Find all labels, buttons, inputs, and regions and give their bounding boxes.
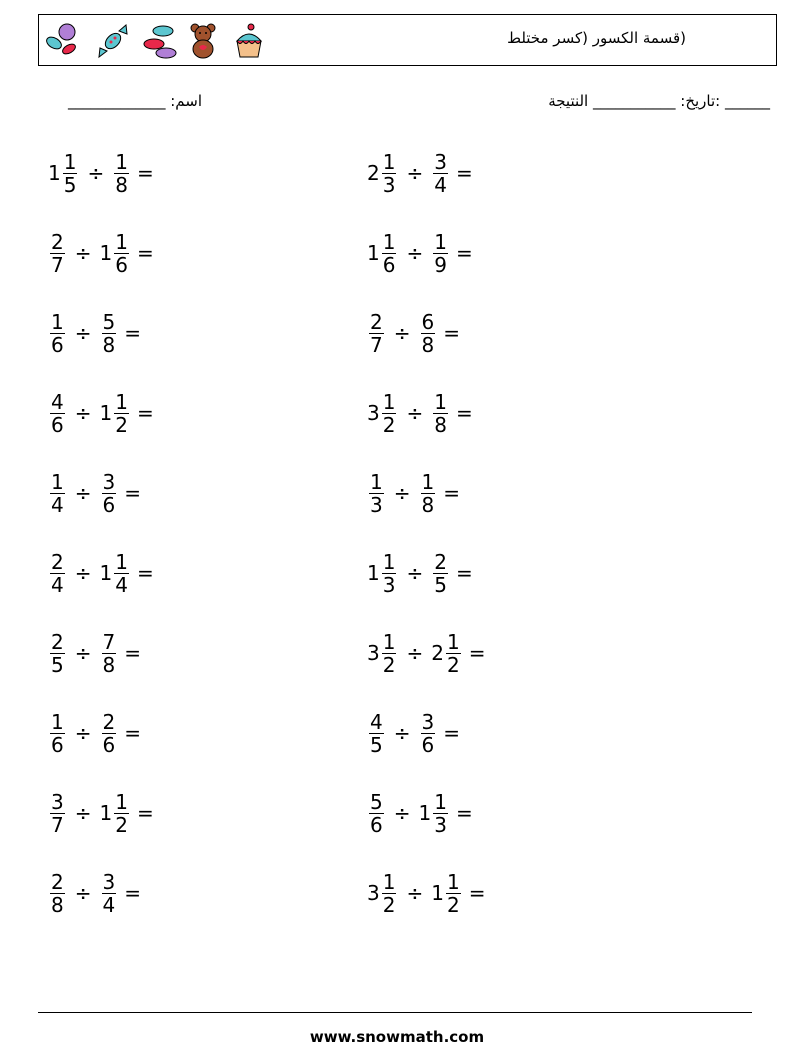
problem-right-10	[367, 865, 485, 921]
dividend-fraction	[382, 151, 397, 196]
dividend-denominator: 5	[63, 172, 77, 197]
divisor-numerator: 3	[421, 709, 435, 734]
dividend-fraction	[382, 871, 397, 916]
equals-sign: =	[443, 481, 460, 505]
divisor-denominator: 6	[102, 732, 116, 757]
problem-left-10	[48, 865, 141, 921]
worksheet-title: (قسمة الكسور (كسر مختلط	[507, 29, 686, 47]
problem-left-9	[48, 785, 154, 841]
dividend-whole: 1	[48, 161, 61, 185]
divisor-fraction	[421, 711, 436, 756]
divide-operator: ÷	[74, 401, 92, 425]
dividend-denominator: 5	[51, 652, 64, 677]
dividend-numerator: 2	[51, 229, 64, 254]
dividend-fraction	[50, 871, 65, 916]
dividend-numerator: 1	[51, 309, 64, 334]
dividend-numerator: 4	[370, 709, 383, 734]
divisor-numerator: 1	[434, 789, 447, 814]
equals-sign: =	[468, 641, 486, 665]
divisor-fraction	[433, 391, 448, 436]
divisor-numerator: 1	[115, 389, 128, 414]
divide-operator: ÷	[74, 481, 92, 505]
dividend-fraction	[50, 471, 65, 516]
divisor-fraction	[102, 311, 117, 356]
dividend-denominator: 6	[370, 812, 383, 837]
divisor-fraction	[446, 631, 461, 676]
equals-sign: =	[455, 561, 473, 585]
candy-icon	[43, 21, 83, 61]
dividend-fraction	[382, 391, 397, 436]
dividend-whole: 3	[367, 881, 380, 905]
cupcake-icon	[229, 21, 269, 61]
macaron-icon	[141, 21, 181, 61]
dividend-fraction	[382, 231, 397, 276]
divide-operator: ÷	[406, 161, 424, 185]
divisor-denominator: 6	[115, 252, 128, 277]
divisor-fraction	[102, 711, 117, 756]
dividend-numerator: 1	[51, 709, 64, 734]
dividend-fraction	[50, 791, 65, 836]
problem-right-5	[367, 465, 460, 521]
divisor-whole: 1	[99, 561, 113, 585]
divisor-denominator: 8	[102, 332, 116, 357]
equals-sign: =	[455, 241, 473, 265]
dividend-numerator: 2	[51, 869, 64, 894]
dividend-fraction	[369, 311, 384, 356]
divisor-fraction	[446, 871, 461, 916]
dividend-fraction	[382, 631, 397, 676]
dividend-numerator: 2	[51, 549, 64, 574]
footer-divider	[38, 1012, 752, 1013]
dividend-denominator: 3	[382, 572, 396, 597]
divisor-numerator: 1	[115, 549, 128, 574]
wrapped-candy-icon	[93, 21, 133, 61]
dividend-whole: 1	[367, 561, 380, 585]
dividend-whole: 2	[367, 161, 380, 185]
divisor-denominator: 2	[446, 652, 460, 677]
dividend-denominator: 8	[51, 892, 64, 917]
dividend-whole: 3	[367, 401, 380, 425]
dividend-numerator: 3	[51, 789, 64, 814]
equals-sign: =	[124, 321, 141, 345]
problem-right-3	[367, 305, 460, 361]
problem-right-7	[367, 625, 485, 681]
divisor-fraction	[114, 391, 129, 436]
dividend-fraction	[50, 391, 65, 436]
equals-sign: =	[136, 241, 154, 265]
divisor-numerator: 2	[434, 549, 447, 574]
equals-sign: =	[124, 881, 141, 905]
dividend-numerator: 1	[63, 149, 77, 174]
problem-left-6	[48, 545, 154, 601]
divide-operator: ÷	[406, 241, 424, 265]
divisor-fraction	[102, 871, 117, 916]
divisor-denominator: 5	[434, 572, 447, 597]
dividend-fraction	[50, 711, 65, 756]
equals-sign: =	[136, 401, 154, 425]
equals-sign: =	[455, 161, 473, 185]
divisor-numerator: 2	[102, 709, 116, 734]
dividend-fraction	[382, 551, 397, 596]
divisor-denominator: 2	[115, 412, 128, 437]
worksheet-header	[38, 14, 777, 66]
divisor-fraction	[114, 791, 129, 836]
dividend-fraction	[369, 791, 384, 836]
divide-operator: ÷	[74, 641, 92, 665]
divisor-numerator: 3	[102, 469, 116, 494]
divisor-denominator: 8	[434, 412, 447, 437]
divisor-numerator: 1	[115, 789, 128, 814]
divisor-whole: 2	[431, 641, 444, 665]
dividend-numerator: 2	[51, 629, 64, 654]
equals-sign: =	[136, 561, 154, 585]
dividend-denominator: 2	[382, 652, 396, 677]
divisor-fraction	[114, 151, 129, 196]
divisor-numerator: 1	[115, 229, 128, 254]
footer-url: www.snowmath.com	[309, 1028, 485, 1046]
divisor-numerator: 1	[446, 869, 460, 894]
problem-right-9	[367, 785, 473, 841]
equals-sign: =	[455, 401, 473, 425]
dividend-denominator: 3	[370, 492, 383, 517]
divisor-denominator: 4	[115, 572, 128, 597]
dividend-numerator: 1	[51, 469, 64, 494]
dividend-denominator: 6	[51, 412, 64, 437]
dividend-numerator: 4	[51, 389, 64, 414]
divisor-fraction	[102, 471, 117, 516]
dividend-numerator: 1	[382, 389, 396, 414]
divisor-numerator: 1	[434, 389, 447, 414]
teddy-bear-icon	[183, 21, 223, 61]
divisor-fraction	[433, 151, 448, 196]
dividend-whole: 3	[367, 641, 380, 665]
divide-operator: ÷	[87, 161, 105, 185]
dividend-fraction	[50, 231, 65, 276]
equals-sign: =	[124, 721, 141, 745]
problem-right-1	[367, 145, 473, 201]
divide-operator: ÷	[406, 881, 424, 905]
equals-sign: =	[468, 881, 486, 905]
divide-operator: ÷	[393, 721, 411, 745]
divisor-denominator: 4	[102, 892, 116, 917]
divisor-denominator: 8	[421, 332, 435, 357]
divisor-numerator: 1	[421, 469, 435, 494]
dividend-denominator: 6	[382, 252, 396, 277]
dividend-numerator: 1	[382, 229, 396, 254]
divisor-denominator: 8	[421, 492, 435, 517]
problem-left-5	[48, 465, 141, 521]
divisor-denominator: 6	[421, 732, 435, 757]
problem-right-6	[367, 545, 473, 601]
equals-sign: =	[136, 161, 154, 185]
equals-sign: =	[455, 801, 473, 825]
divisor-numerator: 1	[446, 629, 460, 654]
divide-operator: ÷	[393, 481, 411, 505]
divisor-numerator: 3	[434, 149, 447, 174]
equals-sign: =	[136, 801, 154, 825]
dividend-denominator: 6	[51, 332, 64, 357]
problem-left-1	[48, 145, 154, 201]
divide-operator: ÷	[393, 801, 411, 825]
problem-right-4	[367, 385, 473, 441]
divisor-denominator: 2	[446, 892, 460, 917]
dividend-denominator: 7	[51, 252, 64, 277]
problem-right-8	[367, 705, 460, 761]
equals-sign: =	[124, 641, 141, 665]
date-score-field: ______ :تاريخ: ___________ النتيجة	[548, 92, 770, 110]
dividend-numerator: 1	[382, 549, 396, 574]
dividend-numerator: 1	[382, 149, 396, 174]
divisor-numerator: 7	[102, 629, 116, 654]
divisor-denominator: 4	[434, 172, 447, 197]
divisor-numerator: 1	[115, 149, 128, 174]
dividend-numerator: 1	[370, 469, 383, 494]
divisor-numerator: 6	[421, 309, 435, 334]
divide-operator: ÷	[406, 401, 424, 425]
divide-operator: ÷	[406, 561, 424, 585]
problem-left-8	[48, 705, 141, 761]
divide-operator: ÷	[406, 641, 424, 665]
divide-operator: ÷	[74, 801, 92, 825]
divisor-denominator: 2	[115, 812, 128, 837]
divide-operator: ÷	[74, 561, 92, 585]
divisor-whole: 1	[99, 241, 113, 265]
divisor-numerator: 3	[102, 869, 116, 894]
divisor-fraction	[433, 551, 448, 596]
dividend-denominator: 4	[51, 572, 64, 597]
dividend-whole: 1	[367, 241, 380, 265]
dividend-numerator: 1	[382, 629, 396, 654]
dividend-fraction	[50, 631, 65, 676]
divisor-fraction	[433, 231, 448, 276]
divisor-fraction	[114, 231, 129, 276]
dividend-fraction	[63, 151, 78, 196]
dividend-denominator: 7	[51, 812, 64, 837]
dividend-fraction	[50, 311, 65, 356]
divisor-fraction	[102, 631, 117, 676]
dividend-denominator: 7	[370, 332, 383, 357]
divisor-denominator: 3	[434, 812, 447, 837]
divisor-fraction	[114, 551, 129, 596]
divisor-numerator: 5	[102, 309, 116, 334]
dividend-numerator: 1	[382, 869, 396, 894]
divide-operator: ÷	[74, 721, 92, 745]
divide-operator: ÷	[74, 241, 92, 265]
divisor-fraction	[433, 791, 448, 836]
divisor-whole: 1	[99, 801, 113, 825]
name-field: اسم: _____________	[67, 92, 202, 110]
problem-left-7	[48, 625, 141, 681]
divide-operator: ÷	[74, 881, 92, 905]
divisor-whole: 1	[418, 801, 432, 825]
dividend-denominator: 6	[51, 732, 64, 757]
dividend-numerator: 5	[370, 789, 383, 814]
divisor-whole: 1	[431, 881, 444, 905]
dividend-fraction	[50, 551, 65, 596]
divisor-denominator: 8	[102, 652, 116, 677]
equals-sign: =	[124, 481, 141, 505]
divisor-fraction	[421, 471, 436, 516]
dividend-denominator: 5	[370, 732, 383, 757]
problem-left-4	[48, 385, 154, 441]
divisor-denominator: 6	[102, 492, 116, 517]
divisor-whole: 1	[99, 401, 113, 425]
dividend-denominator: 3	[382, 172, 396, 197]
dividend-fraction	[369, 711, 384, 756]
dividend-numerator: 2	[370, 309, 383, 334]
dividend-denominator: 2	[382, 892, 396, 917]
equals-sign: =	[443, 721, 460, 745]
dividend-denominator: 2	[382, 412, 396, 437]
divisor-numerator: 1	[434, 229, 447, 254]
dividend-denominator: 4	[51, 492, 64, 517]
problem-left-3	[48, 305, 141, 361]
divide-operator: ÷	[393, 321, 411, 345]
divisor-fraction	[421, 311, 436, 356]
problem-left-2	[48, 225, 154, 281]
divide-operator: ÷	[74, 321, 92, 345]
equals-sign: =	[443, 321, 460, 345]
problem-right-2	[367, 225, 473, 281]
dividend-fraction	[369, 471, 384, 516]
divisor-denominator: 8	[115, 172, 128, 197]
divisor-denominator: 9	[434, 252, 447, 277]
